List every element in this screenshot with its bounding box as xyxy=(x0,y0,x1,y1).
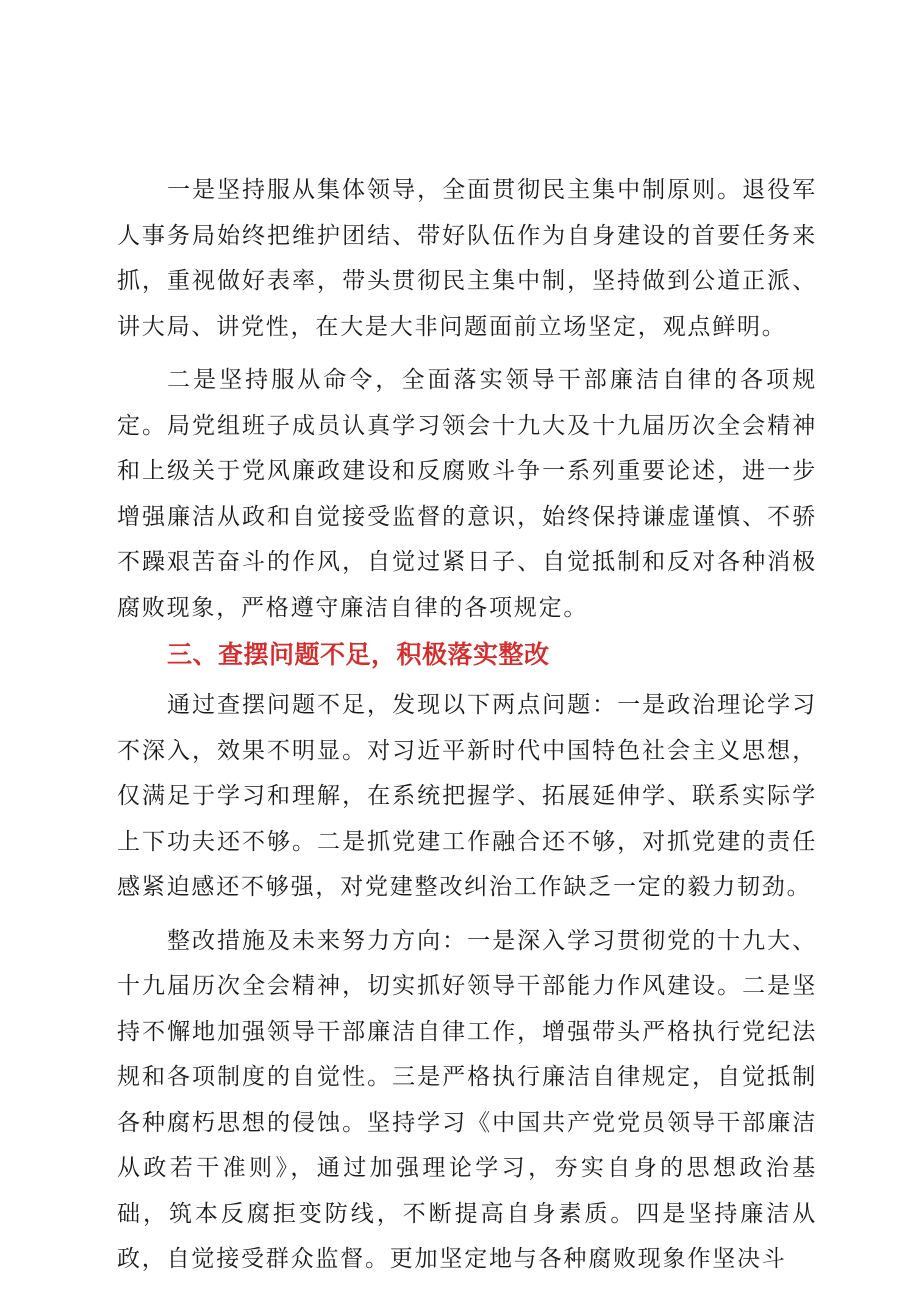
paragraph-problems-found: 通过查摆问题不足，发现以下两点问题：一是政治理论学习不深入，效果不明显。对习近平新时代中国特色社会主义思想，仅满足于学习和理解，在系统把握学、拓展延伸学、联系实际学上下功夫还不够。二是抓党建工作融合还不够，对抓党建的责任感紧迫感还不够强，对党建整改纠治工作缺乏一定的毅力韧劲。 xyxy=(117,692,817,900)
document-body xyxy=(117,168,817,1283)
section-heading: 三、查摆问题不足，积极落实整改 xyxy=(167,640,550,669)
paragraph-collective-leadership: 一是坚持服从集体领导，全面贯彻民主集中制原则。退役军人事务局始终把维护团结、带好队伍作为自身建设的首要任务来抓，重视做好表率，带头贯彻民主集中制，坚持做到公道正派、讲大局、讲党性，在大是大非问题面前立场坚定，观点鲜明。 xyxy=(117,177,817,340)
paragraph-obey-orders: 二是坚持服从命令，全面落实领导干部廉洁自律的各项规定。局党组班子成员认真学习领会十九大及十九届历次全会精神和上级关于党风廉政建设和反腐败斗争一系列重要论述，进一步增强廉洁从政和自觉接受监督的意识，始终保持谦虚谨慎、不骄不躁艰苦奋斗的作风，自觉过紧日子、自觉抵制和反对各种消极腐败现象，严格遵守廉洁自律的各项规定。 xyxy=(117,367,817,621)
paragraph-rectification-measures: 整改措施及未来努力方向：一是深入学习贯彻党的十九大、十九届历次全会精神，切实抓好领导干部能力作风建设。二是坚持不懈地加强领导干部廉洁自律工作，增强带头严格执行党纪法规和各项制度的自觉性。三是严格执行廉洁自律规定，自觉抵制各种腐朽思想的侵蚀。坚持学习《中国共产党党员领导干部廉洁从政若干准则》，通过加强理论学习，夯实自身的思想政治基础，筑本反腐拒变防线，不断提高自身素质。四是坚持廉洁从政，自觉接受群众监督。更加坚定地与各种腐败现象作坚决斗 xyxy=(117,927,817,1272)
